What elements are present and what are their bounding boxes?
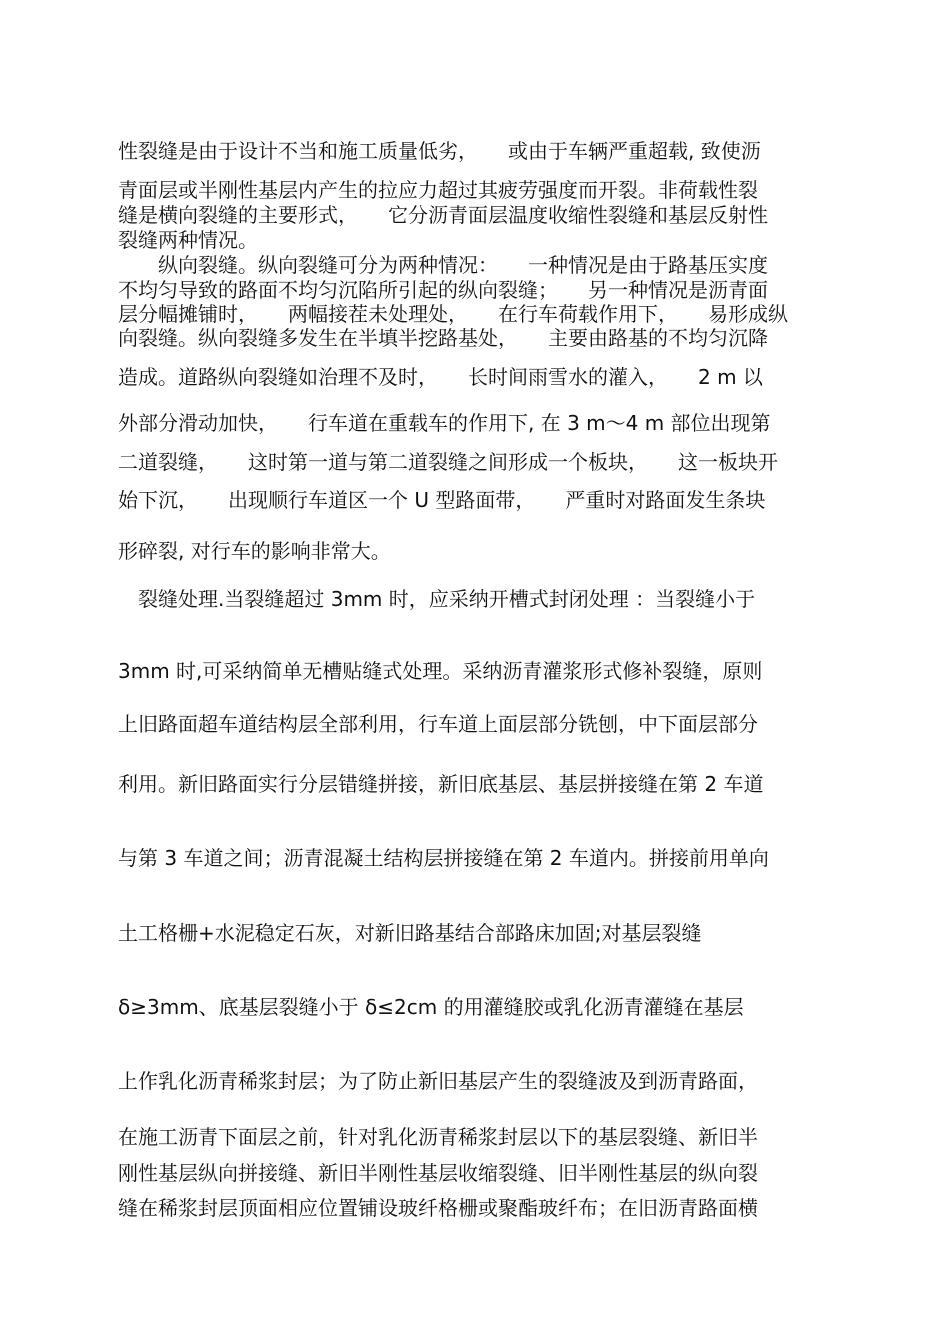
text-line: 利用。新旧路面实行分层错缝拼接，新旧底基层、基层拼接缝在第 2 车道 bbox=[118, 772, 764, 796]
text-line: 与第 3 车道之间；沥青混凝土结构层拼接缝在第 2 车道内。拼接前用单向 bbox=[118, 846, 769, 870]
text-line: 刚性基层纵向拼接缝、新旧半刚性基层收缩裂缝、旧半刚性基层的纵向裂 bbox=[118, 1161, 758, 1185]
text-line: 3mm 时,可采纳简单无槽贴缝式处理。采纳沥青灌浆形式修补裂缝，原则 bbox=[118, 659, 763, 683]
text-line: 层分幅摊铺时， 两幅接茬未处理处， 在行车荷载作用下， 易形成纵 bbox=[118, 302, 788, 326]
text-line: 在施工沥青下面层之前，针对乳化沥青稀浆封层以下的基层裂缝、新旧半 bbox=[118, 1125, 758, 1149]
text-line: 缝是横向裂缝的主要形式， 它分沥青面层温度收缩性裂缝和基层反射性 bbox=[118, 203, 768, 227]
text-line: 纵向裂缝。纵向裂缝可分为两种情况： 一种情况是由于路基压实度 bbox=[118, 253, 768, 277]
text-line: 向裂缝。纵向裂缝多发生在半填半挖路基处， 主要由路基的不均匀沉降 bbox=[118, 326, 768, 350]
text-line: 始下沉， 出现顺行车道区一个 U 型路面带， 严重时对路面发生条块 bbox=[118, 488, 766, 512]
text-line: 裂缝处理.当裂缝超过 3mm 时，应采纳开槽式封闭处理 ：当裂缝小于 bbox=[118, 587, 756, 611]
text-line: 上作乳化沥青稀浆封层；为了防止新旧基层产生的裂缝波及到沥青路面， bbox=[118, 1069, 758, 1093]
text-line: 形碎裂, 对行车的影响非常大。 bbox=[118, 539, 391, 563]
text-line: 土工格栅+水泥稳定石灰，对新旧路基结合部路床加固;对基层裂缝 bbox=[118, 921, 702, 945]
text-line: 裂缝两种情况。 bbox=[118, 228, 258, 252]
text-line: δ≥3mm、底基层裂缝小于 δ≤2cm 的用灌缝胶或乳化沥青灌缝在基层 bbox=[118, 995, 744, 1019]
text-line: 青面层或半刚性基层内产生的拉应力超过其疲劳强度而开裂。非荷载性裂 bbox=[118, 178, 758, 202]
text-line: 外部分滑动加快， 行车道在重载车的作用下, 在 3 m～4 m 部位出现第 bbox=[118, 411, 771, 435]
text-line: 上旧路面超车道结构层全部利用，行车道上面层部分铣刨，中下面层部分 bbox=[118, 712, 758, 736]
text-line: 不均匀导致的路面不均匀沉陷所引起的纵向裂缝； 另一种情况是沥青面 bbox=[118, 278, 768, 302]
text-line: 造成。道路纵向裂缝如治理不及时， 长时间雨雪水的灌入， 2 m 以 bbox=[118, 365, 763, 389]
text-line: 性裂缝是由于设计不当和施工质量低劣， 或由于车辆严重超载, 致使沥 bbox=[118, 139, 761, 163]
text-line: 缝在稀浆封层顶面相应位置铺设玻纤格栅或聚酯玻纤布；在旧沥青路面横 bbox=[118, 1196, 758, 1220]
text-line: 二道裂缝， 这时第一道与第二道裂缝之间形成一个板块， 这一板块开 bbox=[118, 450, 778, 474]
